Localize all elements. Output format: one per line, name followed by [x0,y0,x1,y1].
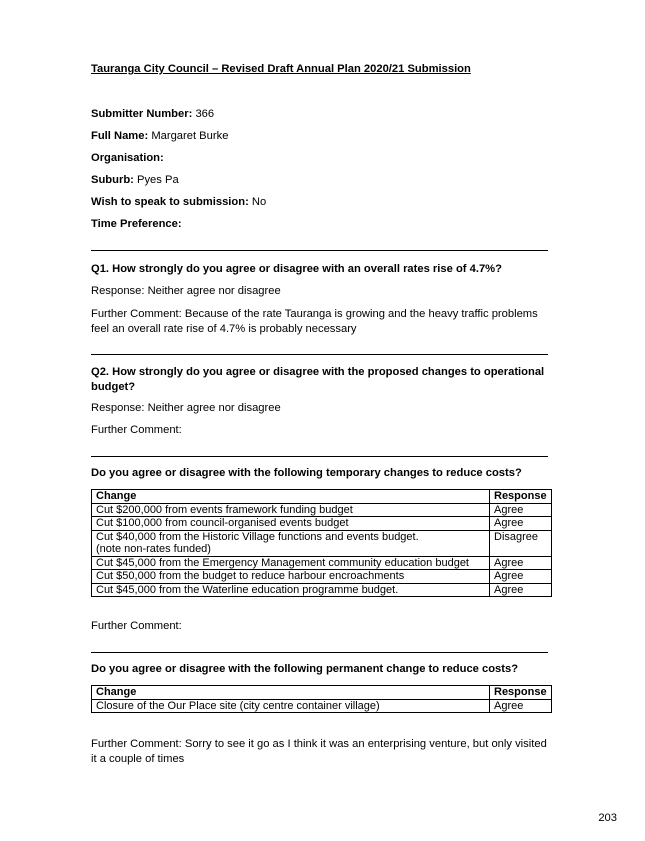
q2-response: Response: Neither agree nor disagree [91,402,281,414]
table-cell-response: Agree [490,570,552,584]
table-cell-response: Agree [490,583,552,597]
field-submitter-number [91,108,214,120]
table-row [92,699,552,713]
divider [91,456,548,457]
field-wish-to-speak [91,196,266,208]
field-time-preference [91,218,182,230]
table-cell-change: Closure of the Our Place site (city centre container village) [92,699,490,713]
table-row [92,530,552,556]
q1-response: Response: Neither agree nor disagree [91,285,281,297]
table-header-row [92,490,552,504]
table-cell-change: Cut $100,000 from council-organised events budget [92,517,490,531]
field-value: Margaret Burke [151,130,229,142]
table-row [92,583,552,597]
field-label: Full Name: [91,130,149,142]
field-label: Suburb: [91,174,134,186]
table-header-response: Response [490,490,552,504]
table-cell-change: Cut $50,000 from the budget to reduce harbour encroachments [92,570,490,584]
table-cell-change [92,530,490,556]
divider [91,250,548,251]
table-row [92,503,552,517]
q2-question: Q2. How strongly do you agree or disagree with the proposed changes to operational budget? [91,366,545,393]
q1-question: Q1. How strongly do you agree or disagree with an overall rates rise of 4.7%? [91,263,502,275]
field-value: No [251,196,267,208]
table-row [92,570,552,584]
field-label: Submitter Number: [91,108,193,120]
field-organisation [91,152,164,164]
temporary-changes-table [91,489,552,597]
table-cell-response: Disagree [490,530,552,556]
field-value: Pyes Pa [137,174,179,186]
table-cell-change: Cut $200,000 from events framework funding budget [92,503,490,517]
table-header-change: Change [92,686,490,700]
divider [91,652,548,653]
table-cell-response: Agree [490,503,552,517]
field-suburb [91,174,179,186]
field-label: Organisation: [91,152,164,164]
field-label: Wish to speak to submission: [91,196,249,208]
table-header-row [92,686,552,700]
table-cell-response: Agree [490,517,552,531]
table-cell-change-note: (note non-rates funded) [96,543,211,555]
temporary-question: Do you agree or disagree with the following temporary changes to reduce costs? [91,467,522,479]
table-header-response: Response [490,686,552,700]
table-cell-change: Cut $45,000 from the Waterline education programme budget. [92,583,490,597]
table-cell-response: Agree [490,699,552,713]
divider [91,354,548,355]
table-row [92,517,552,531]
field-full-name [91,130,228,142]
temporary-comment: Further Comment: [91,620,182,632]
table-cell-change: Cut $45,000 from the Emergency Management community education budget [92,556,490,570]
permanent-change-table [91,685,552,713]
permanent-question: Do you agree or disagree with the following permanent change to reduce costs? [91,663,519,675]
table-header-change: Change [92,490,490,504]
page-number: 203 [598,812,617,824]
q2-comment: Further Comment: [91,424,182,436]
table-cell-response: Agree [490,556,552,570]
document-title: Tauranga City Council – Revised Draft Annual Plan 2020/21 Submission [91,63,471,75]
permanent-comment: Further Comment: Sorry to see it go as I think it was an enterprising venture, but only visited it a couple of times [91,738,547,765]
table-cell-change-line: Cut $40,000 from the Historic Village functions and events budget. [96,530,419,543]
field-value: 366 [195,108,215,120]
q1-comment: Further Comment: Because of the rate Tauranga is growing and the heavy traffic problems feel an overall rate rise of 4.7% is probably necessary [91,308,538,335]
field-label: Time Preference: [91,218,182,230]
table-row [92,556,552,570]
